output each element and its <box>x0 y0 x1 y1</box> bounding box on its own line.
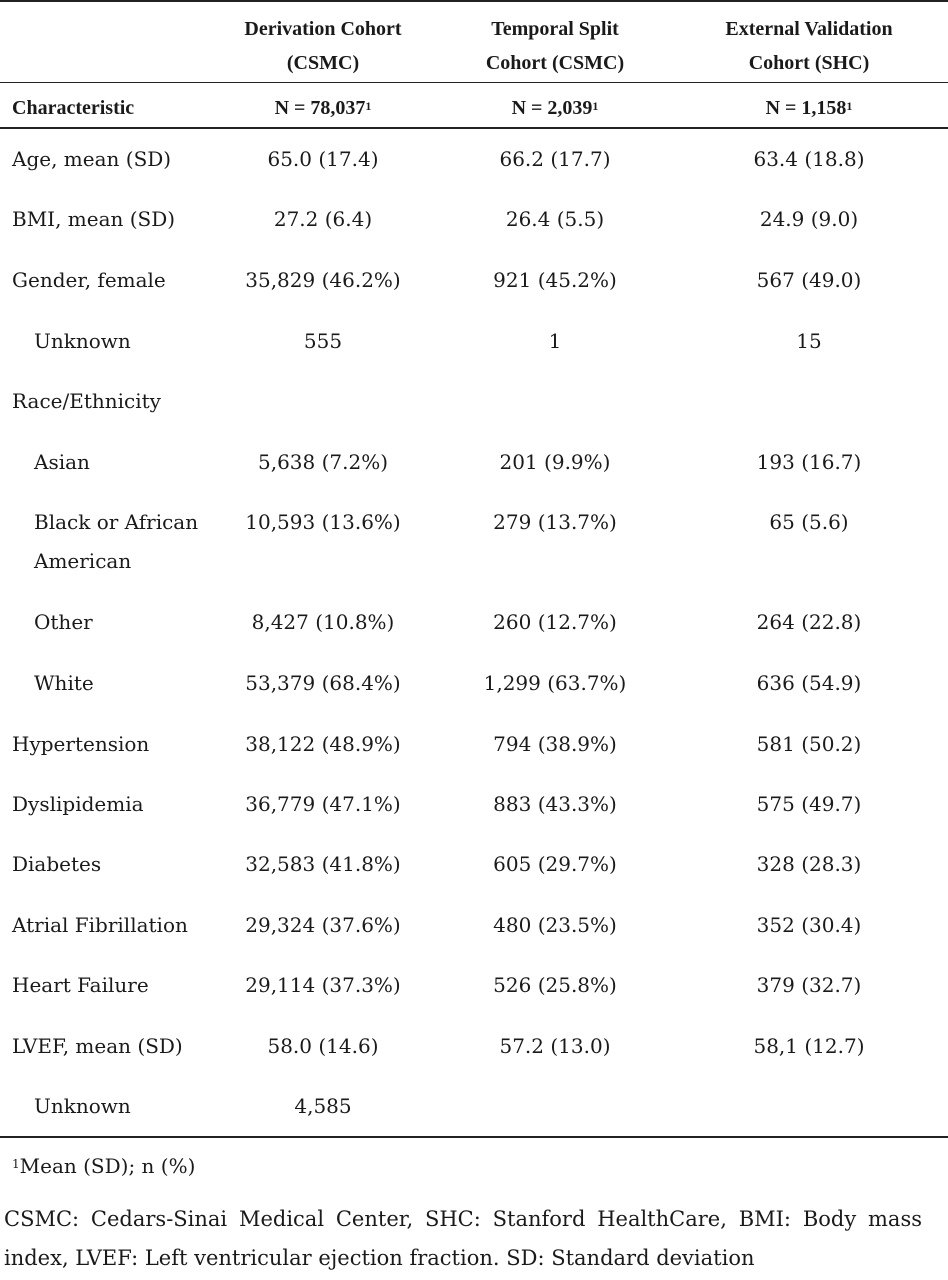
n-external-footnote-mark: 1 <box>846 99 853 113</box>
row-label: White <box>34 671 94 695</box>
cell-external: 575 (49.7) <box>756 792 862 816</box>
row-label: Gender, female <box>12 268 166 292</box>
cell-derivation: 5,638 (7.2%) <box>257 450 389 474</box>
header-derivation-cohort: Derivation Cohort (CSMC) <box>244 18 402 74</box>
table-row <box>0 382 948 442</box>
cell-external: 328 (28.3) <box>756 852 862 876</box>
cell-temporal: 1 <box>548 329 562 353</box>
cell-temporal: 480 (23.5%) <box>493 913 617 937</box>
cell-derivation: 4,585 <box>294 1094 352 1118</box>
cell-derivation: 27.2 (6.4) <box>273 207 373 231</box>
cell-derivation: 58.0 (14.6) <box>267 1034 379 1058</box>
cell-temporal: 26.4 (5.5) <box>505 207 605 231</box>
cell-temporal: 66.2 (17.7) <box>499 147 611 171</box>
row-label: Diabetes <box>12 852 102 876</box>
table-row <box>0 603 948 663</box>
cell-derivation: 29,324 (37.6%) <box>245 913 401 937</box>
characteristic-header: Characteristic <box>12 97 135 119</box>
table-row <box>0 966 948 1026</box>
cell-external: 58,1 (12.7) <box>753 1034 865 1058</box>
table-row <box>0 664 948 724</box>
header-temporal-split-cohort: Temporal Split Cohort (CSMC) <box>485 18 625 74</box>
table-bottom-rule <box>0 1136 948 1138</box>
table-row <box>0 322 948 382</box>
cell-derivation: 8,427 (10.8%) <box>251 610 395 634</box>
footnote-mark: 1 <box>12 1157 20 1171</box>
row-label: Age, mean (SD) <box>12 147 172 171</box>
n-temporal-value: N = 2,039 <box>511 97 593 119</box>
table-top-rule <box>0 0 948 2</box>
table-row <box>0 845 948 905</box>
table-row <box>0 200 948 260</box>
cell-temporal: 794 (38.9%) <box>493 732 617 756</box>
row-label: Black or African American <box>34 510 199 573</box>
cell-external: 581 (50.2) <box>756 732 862 756</box>
row-label: Unknown <box>34 329 131 353</box>
cell-derivation: 36,779 (47.1%) <box>245 792 401 816</box>
table-row <box>0 785 948 845</box>
cell-external: 193 (16.7) <box>756 450 862 474</box>
row-label: BMI, mean (SD) <box>12 207 176 231</box>
cell-derivation: 35,829 (46.2%) <box>245 268 401 292</box>
cell-derivation: 555 <box>303 329 343 353</box>
table-row <box>0 725 948 785</box>
cell-derivation: 32,583 (41.8%) <box>245 852 401 876</box>
cell-external: 352 (30.4) <box>756 913 862 937</box>
cell-temporal: 260 (12.7%) <box>493 610 617 634</box>
n-derivation-footnote-mark: 1 <box>365 99 372 113</box>
n-external-value: N = 1,158 <box>765 97 847 119</box>
cell-derivation: 29,114 (37.3%) <box>245 973 401 997</box>
cell-external: 24.9 (9.0) <box>759 207 859 231</box>
n-temporal <box>448 94 662 122</box>
row-label: Race/Ethnicity <box>12 389 161 413</box>
row-label: Heart Failure <box>12 973 149 997</box>
table-row <box>0 906 948 966</box>
row-label: LVEF, mean (SD) <box>12 1034 183 1058</box>
cell-temporal: 526 (25.8%) <box>493 973 617 997</box>
row-label: Atrial Fibrillation <box>12 913 188 937</box>
cell-temporal: 605 (29.7%) <box>493 852 617 876</box>
cell-temporal: 57.2 (13.0) <box>499 1034 611 1058</box>
cell-temporal: 279 (13.7%) <box>493 510 617 534</box>
n-derivation <box>218 94 428 122</box>
cell-derivation: 10,593 (13.6%) <box>245 510 401 534</box>
table-row <box>0 503 948 601</box>
table-row <box>0 1027 948 1087</box>
cell-derivation: 38,122 (48.9%) <box>245 732 401 756</box>
header-external-validation-cohort: External Validation Cohort (SHC) <box>725 18 893 74</box>
cell-external: 379 (32.7) <box>756 973 862 997</box>
table-footnote <box>12 1152 195 1180</box>
row-label: Asian <box>34 450 90 474</box>
cell-external: 15 <box>796 329 822 353</box>
abbreviations-note: CSMC: Cedars-Sinai Medical Center, SHC: Stanford HealthCare, BMI: Body mass index, LVEF: Left ventricular ejection fraction. SD: Standard deviation <box>4 1207 922 1270</box>
cell-external: 636 (54.9) <box>756 671 862 695</box>
cell-temporal: 201 (9.9%) <box>499 450 611 474</box>
n-temporal-footnote-mark: 1 <box>592 99 599 113</box>
table-row <box>0 140 948 200</box>
cell-derivation: 53,379 (68.4%) <box>245 671 401 695</box>
cell-external: 264 (22.8) <box>756 610 862 634</box>
table-row <box>0 1087 948 1135</box>
cell-temporal: 1,299 (63.7%) <box>483 671 627 695</box>
cell-temporal: 883 (43.3%) <box>493 792 617 816</box>
table-row <box>0 443 948 503</box>
cell-external: 63.4 (18.8) <box>753 147 865 171</box>
cell-temporal: 921 (45.2%) <box>493 268 617 292</box>
table-row <box>0 261 948 321</box>
header-bottom-rule <box>0 127 948 129</box>
row-label: Dyslipidemia <box>12 792 144 816</box>
row-label: Hypertension <box>12 732 150 756</box>
row-label: Unknown <box>34 1094 131 1118</box>
n-external <box>684 94 934 122</box>
n-derivation-value: N = 78,037 <box>274 97 366 119</box>
header-mid-rule <box>0 82 948 83</box>
footnote-text: Mean (SD); n (%) <box>19 1154 196 1178</box>
cell-derivation: 65.0 (17.4) <box>267 147 379 171</box>
cell-external: 567 (49.0) <box>756 268 862 292</box>
row-label: Other <box>34 610 93 634</box>
cell-external: 65 (5.6) <box>769 510 849 534</box>
